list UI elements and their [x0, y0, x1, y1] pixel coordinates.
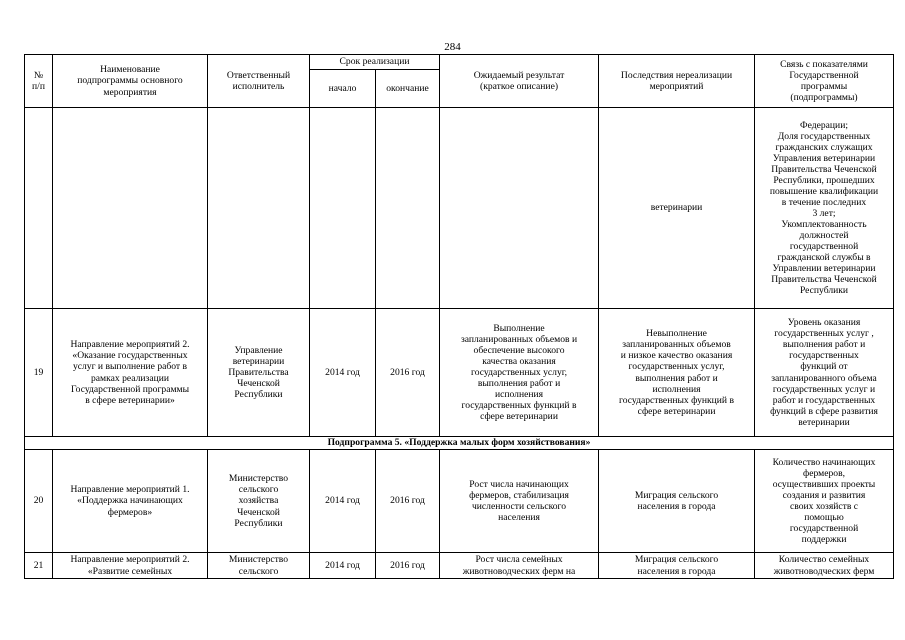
- row-executor: Управление ветеринарии Правительства Чеченской Республики: [208, 309, 310, 437]
- cont-cell: [208, 108, 310, 309]
- row-end: 2016 год: [376, 553, 440, 579]
- row-num: 20: [25, 450, 53, 553]
- continuation-row: [25, 108, 894, 309]
- header-consequences: Последствия нереализации мероприятий: [599, 55, 755, 108]
- row-end: 2016 год: [376, 309, 440, 437]
- row-start: 2014 год: [310, 553, 376, 579]
- header-period: Срок реализации: [310, 55, 440, 70]
- row-link: Уровень оказания государственных услуг , выполнения работ и государственных функций от запланированного объема государственных услуг и работ и государственных функций в сфере развития ветеринарии: [755, 309, 894, 437]
- program-table: [24, 54, 894, 579]
- row-name: Направление мероприятий 1. «Поддержка начинающих фермеров»: [53, 450, 208, 553]
- cont-link: Федерации; Доля государственных гражданских служащих Управления ветеринарии Правительства Чеченской Республики, прошедших повышение квалификации в течение последних 3 лет; Укомплектованность должностей государственной гражданской службы в Управлении ветеринарии Правительства Чеченской Республики: [755, 108, 894, 309]
- row-start: 2014 год: [310, 309, 376, 437]
- page-number: 284: [444, 41, 461, 53]
- row-link: Количество начинающих фермеров, осуществивших проекты создания и развития своих хозяйств с помощью государственной поддержки: [755, 450, 894, 553]
- row-consequences: Невыполнение запланированных объемов и низкое качество оказания государственных услуг, выполнения работ и исполнения государственных функций в сфере ветеринарии: [599, 309, 755, 437]
- cont-cell: [310, 108, 376, 309]
- subprogram-title: Подпрограмма 5. «Поддержка малых форм хозяйствования»: [25, 437, 894, 450]
- header-start: начало: [310, 70, 376, 108]
- row-result: Рост числа начинающих фермеров, стабилизация численности сельского населения: [440, 450, 599, 553]
- header-executor: Ответственный исполнитель: [208, 55, 310, 108]
- header-end: окончание: [376, 70, 440, 108]
- row-consequences: Миграция сельского населения в города: [599, 553, 755, 579]
- row-consequences: Миграция сельского населения в города: [599, 450, 755, 553]
- row-name: Направление мероприятий 2. «Развитие семейных: [53, 553, 208, 579]
- row-executor: Министерство сельского: [208, 553, 310, 579]
- row-executor: Министерство сельского хозяйства Чеченской Республики: [208, 450, 310, 553]
- row-result: Рост числа семейных животноводческих ферм на: [440, 553, 599, 579]
- header-link: Связь с показателями Государственной программы (подпрограммы): [755, 55, 894, 108]
- cont-cell: [53, 108, 208, 309]
- row-end: 2016 год: [376, 450, 440, 553]
- row-link: Количество семейных животноводческих ферм: [755, 553, 894, 579]
- row-result: Выполнение запланированных объемов и обеспечение высокого качества оказания государственных услуг, выполнения работ и исполнения государственных функций в сфере ветеринарии: [440, 309, 599, 437]
- row-name: Направление мероприятий 2. «Оказание государственных услуг и выполнение работ в рамках реализации Государственной программы в сфере ветеринарии»: [53, 309, 208, 437]
- cont-consequences: ветеринарии: [599, 108, 755, 309]
- cont-cell: [440, 108, 599, 309]
- row-num: 19: [25, 309, 53, 437]
- header-row-1: [25, 55, 894, 70]
- header-name: Наименование подпрограммы основного мероприятия: [53, 55, 208, 108]
- cont-cell: [25, 108, 53, 309]
- cont-cell: [376, 108, 440, 309]
- header-num: № п/п: [25, 55, 53, 108]
- row-num: 21: [25, 553, 53, 579]
- row-start: 2014 год: [310, 450, 376, 553]
- table-row: [25, 553, 894, 579]
- table-row: [25, 450, 894, 553]
- header-result: Ожидаемый результат (краткое описание): [440, 55, 599, 108]
- table-row: [25, 309, 894, 437]
- subprogram-row: [25, 437, 894, 450]
